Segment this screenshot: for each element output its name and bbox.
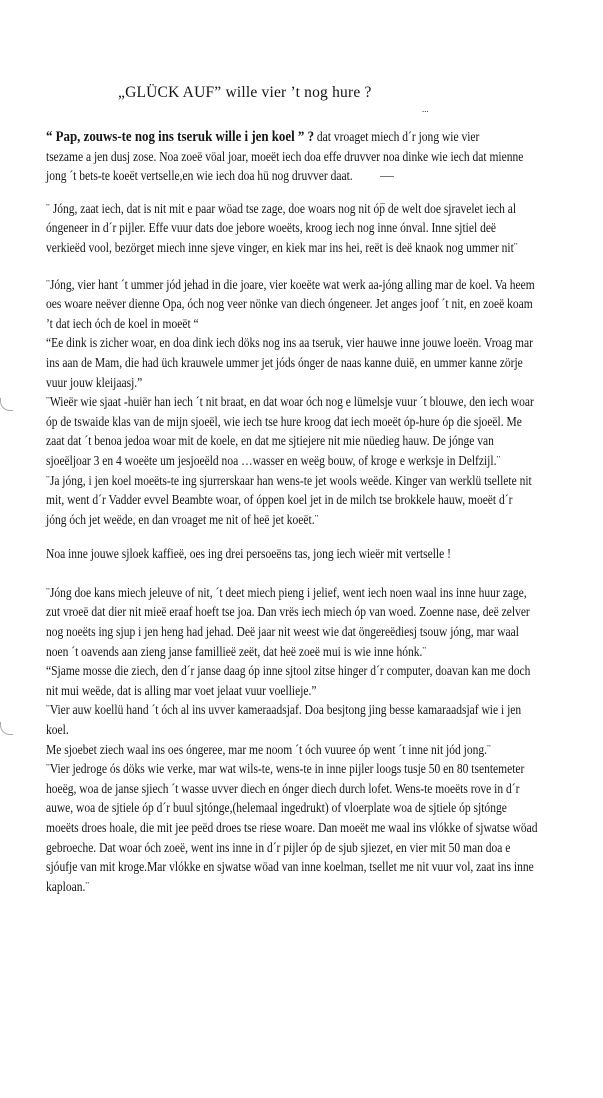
paragraph [46,275,594,530]
text-line: ¨ Jóng, zaat iech, dat is nit mit e paar wöad tse zage, doe woars nog nit óp de welt doe sjravelet iech al [46,200,517,216]
text-line: ¨Vier jedroge ós döks wie verke, mar wat wils-te, wens-te in inne pijler loogs tusje 50 en 80 tsentemeter [46,761,525,777]
text-line: vuur jouw kleijaasj.” [46,374,143,390]
text-line: hoeëg, woa de janse sjiech ´t wasse uvver diech en ónger diech durch lofet. Wens-te moeëts rove in d´r [46,780,520,796]
paragraph [46,127,594,186]
text-line: ¨Vier auw koellü hand ´t óch al ins uvver kameraadsjaf. Doa besjtong jing besse kamaraadsjaf wie i jen [46,702,522,718]
text-line: jong ´t bets-te koeët vertselle,en wie iech doa hü nog druvver daat. [46,168,353,184]
document-title: „GLÜCK AUF” wille vier ’t nog hure ? [118,84,372,101]
text-line: dat vroaget miech d´r jong wie vier [314,129,480,144]
text-line: ¨Jóng doe kans miech jeleuve of nit, ´t deet miech pieng i jelief, went iech noen waal ins inne huur zage, [46,584,527,600]
margin-mark [0,722,13,735]
paragraph [46,583,594,897]
text-line: sjoeëljoar 3 en 4 woeëte um jesjoeëld noa …wasser en weëg bouw, of kroge e werksje in Delfzijl.¨ [46,452,501,468]
text-line: zaat dat ´t benoa jedoa woar mit de koele, en dat me sjtiejere nit mie nüedieg hauw. De jónge van [46,433,494,449]
text-line: jóng óch jet weëde, en dan vroaget me nit of heë jet koeët.¨ [46,511,319,527]
text-line: ¨Wieër wie sjaat -huiër han iech ´t nit braat, en dat woar óch nog e lümelsje vuur ´t blouwe, den iech woar [46,394,534,410]
text-line: koel. [46,722,69,738]
text-line: “Ee dink is zicher woar, en doa dink iech döks nog ins aa tseruk, vier hauwe inne jouwe loeën. Vroag mar [46,335,533,351]
text-line: ins aan de Mam, die had üch krauwele ummer jet jóds ónger de naas kanne duië, en ummer kanne zörje [46,354,523,370]
text-line: moeëts droes hoale, die mit jee peëd droes tse riese woare. Dan moeët me waal ins vlókke of sjwatse wöad [46,820,538,835]
text-line: gebroeche. Dat woar óch zoeë, went ins inne in d´r pijler óp de sjub sjiezet, en vier mit 50 man doa e [46,839,511,855]
text-line: Noa inne jouwe sjloek kaffieë, oes ing drei persoeëns tas, jong iech wieër mit vertselle ! [46,546,451,562]
paragraph [46,199,594,258]
text-line: tsezame a jen dusj zose. Noa zoeë vöal joar, moeët iech doa effe druvver noa dinke wie iech dat mienne [46,148,524,164]
text-line: nit mui weëde, dat is alling mar voet jelaat vuur voellieje.” [46,682,317,698]
text-line: mit, went d´r Vadder evvel Beambte woar, of óppen koel jet in de milch tse brokkele hauw, moeët d´r [46,492,513,508]
text-line: zut vroeë dat dier nit mieë eraaf hoeft tse joa. Dan vrës iech miech óp van woed. Zoenne nase, deë zelver [46,604,530,620]
paragraph [46,544,594,564]
text-line: nog noeëts ing sjup i jen heng had jehad. Deë jaar nit weest wie dat öngereëdiesj tsouw jóng, mar waal [46,624,519,640]
text-line: kaploan.¨ [46,878,90,894]
text-line [46,127,517,147]
document-body [46,127,594,896]
text-line: “Sjame mosse die ziech, den d´r janse daag óp inne sjtool zitse hinger d´r computer, doavan kan me doch [46,663,531,679]
paragraph-lead: “ Pap, zouws-te nog ins tseruk wille i jen koel ” ? [46,129,315,145]
text-line: oes woare neëver dienne Opa, óch nog veer nönke van diech óngeneer. Jet anges joof ´t nit, en zoeë koam [46,296,533,312]
text-line: sjóufje van mit kroge.Mar vlókke en sjwatse wöad van inne koelman, tsellet me nit vuur vol, zaat ins inne [46,859,534,875]
text-line: auwe, woa de sjtiele óp d´r buul sjtónge,(helemaal ingedrukt) of vloerplate woa de sjtiele óp sjtónge [46,800,507,816]
text-line: ’t dat iech óch de koel in moeët “ [46,315,199,331]
stray-mark: ... [422,104,429,114]
text-line: noen ´t oavends aan zieng janse famillieë zeët, dat heë zoeë mui is wie inne hónk.¨ [46,643,427,659]
text-line: óp de tswaide klas van de mijn sjoeël, wie iech tse hure kroog dat iech moeët óp-hure óp die sjoeël. Me [46,413,522,429]
margin-mark [0,398,13,411]
text-line: ¨Ja jóng, i jen koel moeëts-te ing sjurrerskaar han wens-te jet wools weëde. Kinger van werklü tsellete nit [46,472,532,488]
text-line: óngeneer in d´r pijler. Effe vuur dats doe jebore woeëts, kroog iech nog inne ónval. Inne sjtiel deë [46,220,497,236]
text-line: ¨Jóng, vier hant ´t ummer jód jehad in die joare, vier koeëte wat werk aa-jóng alling mar de koel. Va heem [46,276,535,292]
text-line: verkieëd vool, bezörget miech inne sjeve vinger, en kiek mar ins hei, reët is deë knaok nog ummer nit¨ [46,239,518,255]
text-line: Me sjoebet ziech waal ins oes óngeree, mar me noom ´t óch vuuree óp went ´t inne nit jód jong.¨ [46,741,491,757]
